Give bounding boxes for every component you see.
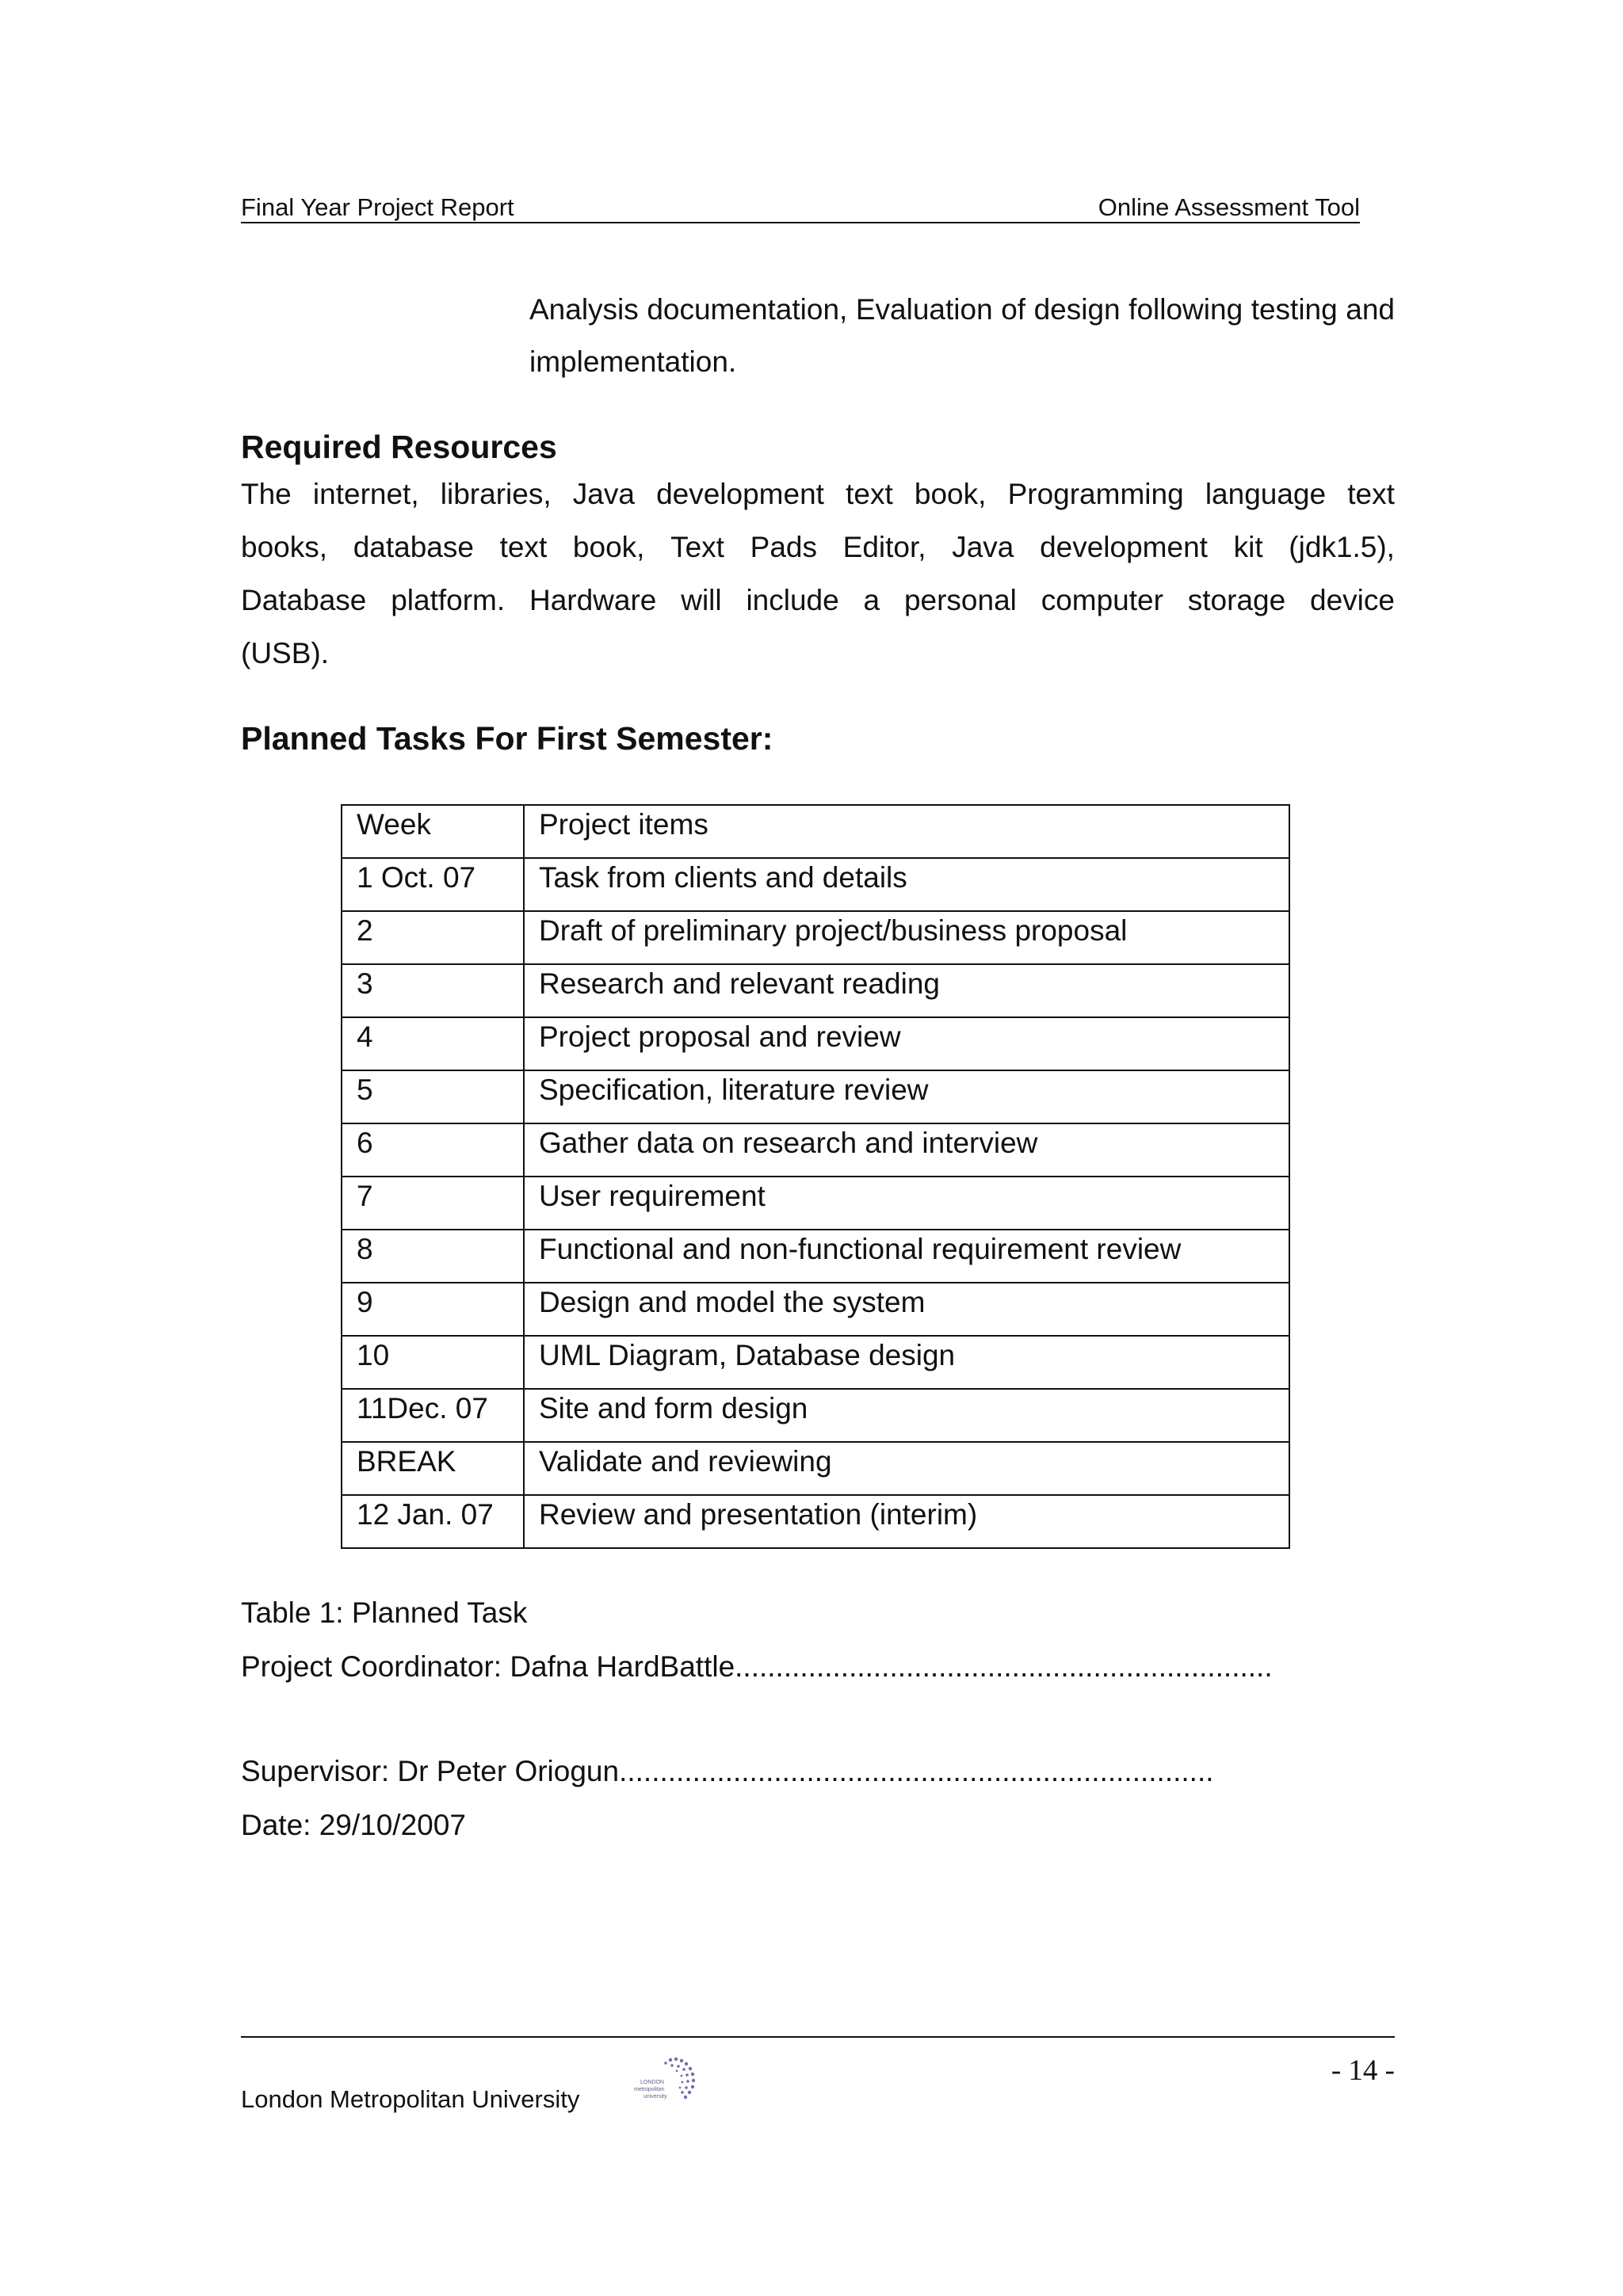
table-row xyxy=(342,1070,1289,1123)
resources-word: Programming xyxy=(1007,478,1184,510)
required-resources-heading: Required Resources xyxy=(241,429,557,465)
project-item-cell: Site and form design xyxy=(524,1389,1289,1442)
resources-line xyxy=(241,467,1395,521)
project-item-cell: Specification, literature review xyxy=(524,1070,1289,1123)
resources-word: text xyxy=(499,531,548,563)
resources-word: computer xyxy=(1041,584,1163,616)
project-coordinator-line: Project Coordinator: Dafna HardBattle.................................................................. xyxy=(241,1650,1273,1683)
header-report-title: Final Year Project Report xyxy=(241,193,514,221)
week-cell: 10 xyxy=(342,1336,524,1389)
table-row xyxy=(342,1389,1289,1442)
table-row xyxy=(342,1495,1289,1548)
week-cell: 7 xyxy=(342,1177,524,1230)
resources-word: internet, xyxy=(312,478,419,510)
logo-text-line: LONDON xyxy=(640,2080,664,2085)
project-item-cell: Review and presentation (interim) xyxy=(524,1495,1289,1548)
week-cell: 11Dec. 07 xyxy=(342,1389,524,1442)
resources-word: Hardware xyxy=(529,584,657,616)
header-project-title: Online Assessment Tool xyxy=(1098,193,1360,221)
intro-paragraph: Analysis documentation, Evaluation of design following testing and implementation. xyxy=(529,293,1395,378)
resources-word: books, xyxy=(241,531,328,563)
column-header-week: Week xyxy=(342,805,524,858)
planned-tasks-table xyxy=(341,804,1290,1549)
footer-divider xyxy=(241,2036,1395,2038)
table-row xyxy=(342,964,1289,1017)
page-number: - 14 - xyxy=(1331,2054,1395,2087)
project-item-cell: Draft of preliminary project/business proposal xyxy=(524,911,1289,964)
project-item-cell: Validate and reviewing xyxy=(524,1442,1289,1495)
resources-word: a xyxy=(863,584,880,616)
table-row xyxy=(342,911,1289,964)
required-resources-paragraph xyxy=(241,467,1395,680)
table-row xyxy=(342,1336,1289,1389)
resources-word: kit xyxy=(1233,531,1263,563)
resources-word: Database xyxy=(241,584,367,616)
resources-word: (jdk1.5), xyxy=(1289,531,1395,563)
logo-text-line: university xyxy=(643,2094,667,2100)
resources-word: language xyxy=(1205,478,1327,510)
resources-word: Java xyxy=(572,478,635,510)
project-item-cell: Gather data on research and interview xyxy=(524,1123,1289,1177)
table-header-row xyxy=(342,805,1289,858)
page-header xyxy=(241,193,1360,223)
resources-word: Java xyxy=(952,531,1014,563)
resources-word: text xyxy=(846,478,893,510)
week-cell: 12 Jan. 07 xyxy=(342,1495,524,1548)
logo-dots xyxy=(664,2058,695,2099)
week-cell: 9 xyxy=(342,1283,524,1336)
week-cell: 3 xyxy=(342,964,524,1017)
project-item-cell: Task from clients and details xyxy=(524,858,1289,911)
resources-word: libraries, xyxy=(440,478,552,510)
table-row xyxy=(342,1123,1289,1177)
footer-institution: London Metropolitan University xyxy=(241,2085,580,2113)
table-row xyxy=(342,1442,1289,1495)
column-header-project-items: Project items xyxy=(524,805,1289,858)
resources-word: book, xyxy=(572,531,645,563)
resources-word: database xyxy=(353,531,474,563)
resources-word: storage xyxy=(1187,584,1286,616)
supervisor-line: Supervisor: Dr Peter Oriogun......................................................................... xyxy=(241,1755,1214,1787)
table-row xyxy=(342,858,1289,911)
project-item-cell: UML Diagram, Database design xyxy=(524,1336,1289,1389)
project-item-cell: Research and relevant reading xyxy=(524,964,1289,1017)
table-row xyxy=(342,1177,1289,1230)
resources-word: development xyxy=(656,478,824,510)
week-cell: 4 xyxy=(342,1017,524,1070)
project-item-cell: Project proposal and review xyxy=(524,1017,1289,1070)
project-item-cell: Design and model the system xyxy=(524,1283,1289,1336)
resources-word: Pads xyxy=(750,531,817,563)
date-line: Date: 29/10/2007 xyxy=(241,1809,466,1841)
project-item-cell: User requirement xyxy=(524,1177,1289,1230)
week-cell: 1 Oct. 07 xyxy=(342,858,524,911)
planned-tasks-heading: Planned Tasks For First Semester: xyxy=(241,720,773,757)
resources-word: will xyxy=(681,584,722,616)
resources-line xyxy=(241,521,1395,574)
resources-word: Editor, xyxy=(842,531,926,563)
resources-word: platform. xyxy=(391,584,506,616)
university-logo-icon xyxy=(623,2055,701,2111)
week-cell: 5 xyxy=(342,1070,524,1123)
project-item-cell: Functional and non-functional requirement review xyxy=(524,1230,1289,1283)
resources-line xyxy=(241,574,1395,627)
table-caption: Table 1: Planned Task xyxy=(241,1596,528,1629)
resources-word: Text xyxy=(670,531,724,563)
resources-word: development xyxy=(1040,531,1208,563)
resources-word: personal xyxy=(903,584,1017,616)
resources-word: include xyxy=(746,584,839,616)
week-cell: 8 xyxy=(342,1230,524,1283)
week-cell: 2 xyxy=(342,911,524,964)
week-cell: 6 xyxy=(342,1123,524,1177)
resources-word: book, xyxy=(914,478,987,510)
resources-last-line: (USB). xyxy=(241,637,329,669)
table-row xyxy=(342,1283,1289,1336)
logo-text-line: metropolitan xyxy=(634,2087,665,2092)
table-row xyxy=(342,1230,1289,1283)
resources-word: text xyxy=(1347,478,1395,510)
resources-word: The xyxy=(241,478,292,510)
table-row xyxy=(342,1017,1289,1070)
resources-word: device xyxy=(1310,584,1395,616)
week-cell: BREAK xyxy=(342,1442,524,1495)
